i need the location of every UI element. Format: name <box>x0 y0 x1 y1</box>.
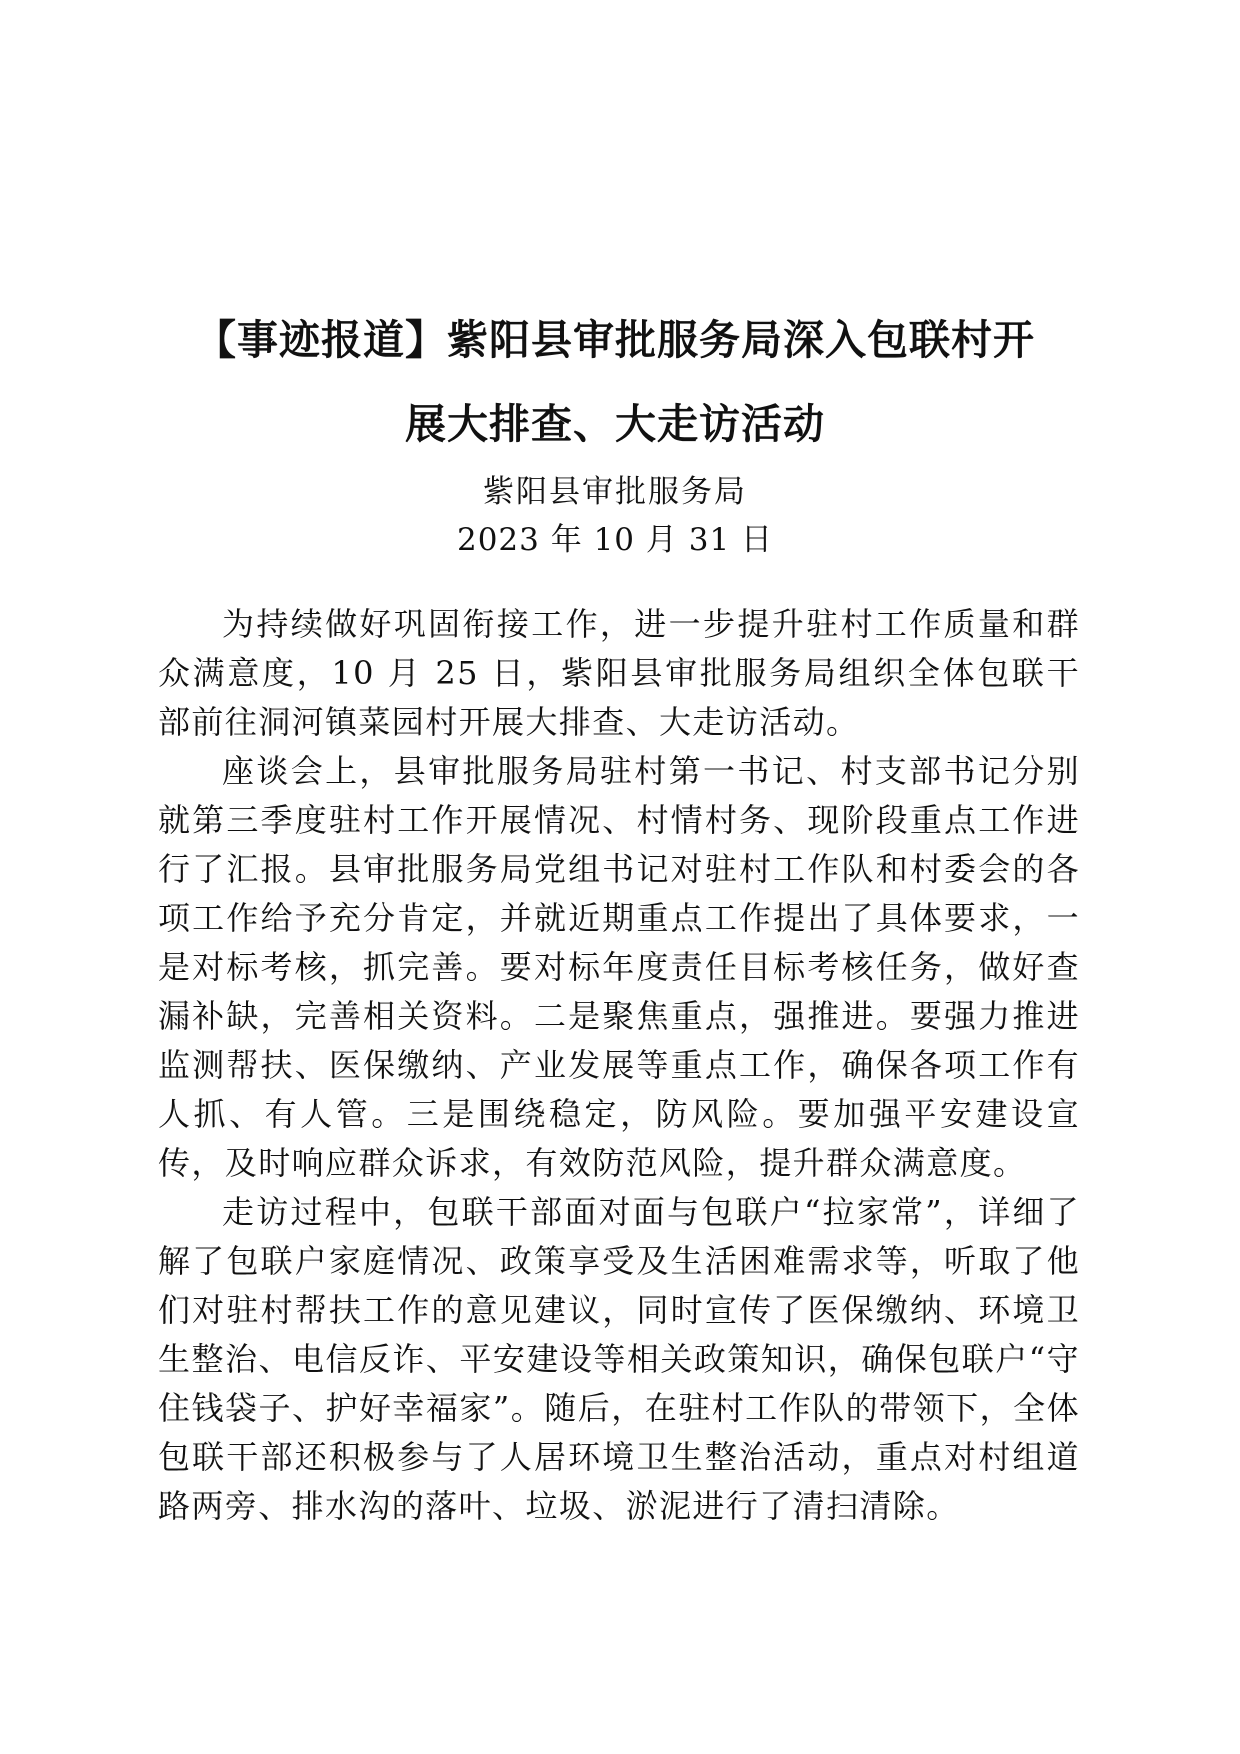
title-line-1: 【事迹报道】紫阳县审批服务局深入包联村开 <box>195 316 1035 364</box>
document-title <box>150 298 1080 466</box>
author-line: 紫阳县审批服务局 <box>483 474 747 510</box>
date-line: 2023 年 10 月 31 日 <box>456 522 774 558</box>
article-body <box>158 600 1080 1531</box>
paragraph-3: 走访过程中，包联干部面对面与包联户“拉家常”，详细了解了包联户家庭情况、政策享受及生活困难需求等，听取了他们对驻村帮扶工作的意见建议，同时宣传了医保缴纳、环境卫生整治、电信反诈、平安建设等相关政策知识，确保包联户“守住钱袋子、护好幸福家”。随后，在驻村工作队的带领下，全体包联干部还积极参与了人居环境卫生整治活动，重点对村组道路两旁、排水沟的落叶、垃圾、淤泥进行了清扫清除。 <box>158 1193 1080 1525</box>
title-line-2: 展大排查、大走访活动 <box>405 400 825 448</box>
paragraph-1: 为持续做好巩固衔接工作，进一步提升驻村工作质量和群众满意度，10 月 25 日，紫阳县审批服务局组织全体包联干部前往洞河镇菜园村开展大排查、大走访活动。 <box>158 605 1080 741</box>
paragraph-2: 座谈会上，县审批服务局驻村第一书记、村支部书记分别就第三季度驻村工作开展情况、村情村务、现阶段重点工作进行了汇报。县审批服务局党组书记对驻村工作队和村委会的各项工作给予充分肯定，并就近期重点工作提出了具体要求，一是对标考核，抓完善。要对标年度责任目标考核任务，做好查漏补缺，完善相关资料。二是聚焦重点，强推进。要强力推进监测帮扶、医保缴纳、产业发展等重点工作，确保各项工作有人抓、有人管。三是围绕稳定，防风险。要加强平安建设宣传，及时响应群众诉求，有效防范风险，提升群众满意度。 <box>158 752 1080 1182</box>
